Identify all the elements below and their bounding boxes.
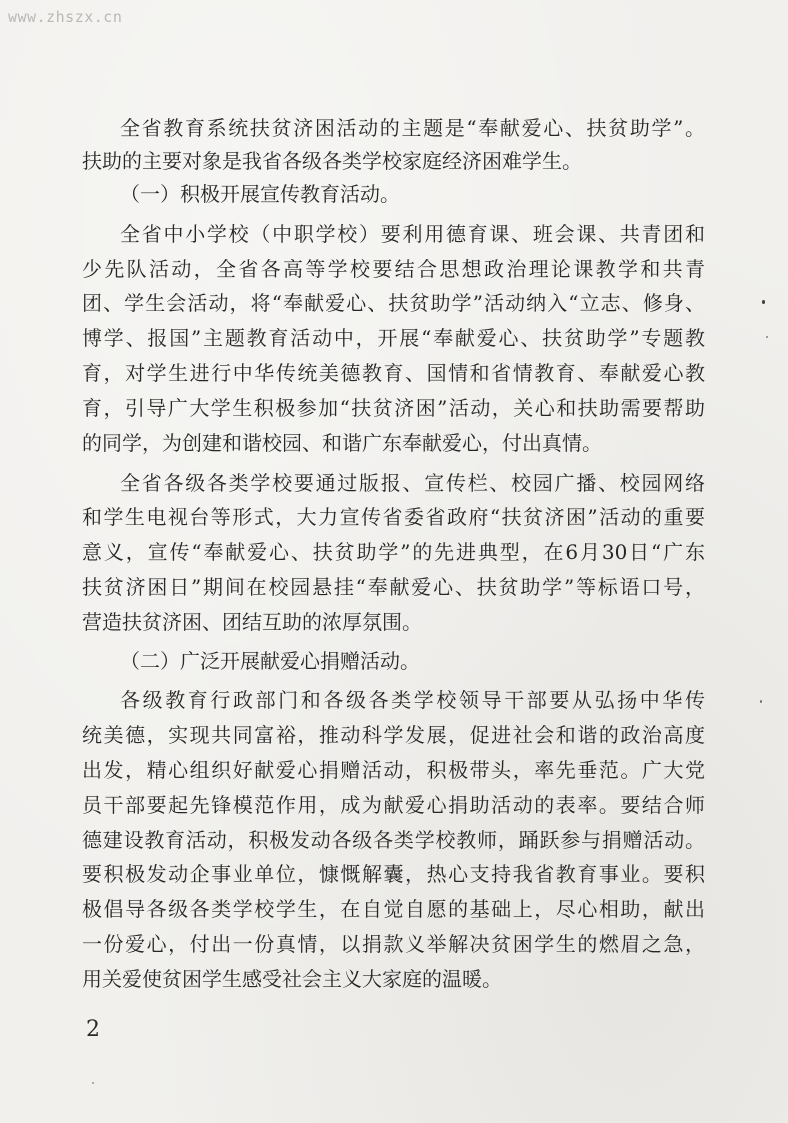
watermark: www.zhszx.cn	[8, 8, 123, 26]
text-line: 扶助的主要对象是我省各级各类学校家庭经济困难学生。	[82, 149, 582, 173]
text-line: 出发，精心组织好献爱心捐赠活动，积极带头，率先垂范。广大党	[82, 758, 705, 782]
text-line: 各级教育行政部门和各级各类学校领导干部要从弘扬中华传	[120, 688, 705, 712]
scan-speck	[760, 700, 762, 703]
text-line: 少先队活动，全省各高等学校要结合思想政治理论课教学和共青	[82, 257, 705, 281]
text-line: 一份爱心，付出一份真情，以捐款义举解决贫困学生的燃眉之急，	[82, 932, 705, 956]
text-line: 全省中小学校（中职学校）要利用德育课、班会课、共青团和	[120, 222, 705, 246]
text-line: 和学生电视台等形式，大力宣传省委省政府“扶贫济困”活动的重要	[82, 505, 705, 529]
section-heading-1: （一）积极开展宣传教育活动。	[120, 182, 400, 206]
text-line: 员干部要起先锋模范作用，成为献爱心捐助活动的表率。要结合师	[82, 793, 705, 817]
page-number: 2	[86, 1017, 100, 1042]
scan-speck	[92, 1082, 94, 1084]
section-heading-2: （二）广泛开展献爱心捐赠活动。	[120, 649, 420, 673]
text-line: 团、学生会活动，将“奉献爱心、扶贫助学”活动纳入“立志、修身、	[82, 291, 705, 315]
text-line: 意义，宣传“奉献爱心、扶贫助学”的先进典型，在6月30日“广东	[82, 540, 705, 564]
text-line: 博学、报国”主题教育活动中，开展“奉献爱心、扶贫助学”专题教	[82, 326, 705, 350]
text-line: 扶贫济困日”期间在校园悬挂“奉献爱心、扶贫助学”等标语口号，	[82, 575, 705, 599]
text-line: 德建设教育活动，积极发动各级各类学校教师，踊跃参与捐赠活动。	[82, 828, 705, 852]
scan-speck	[762, 300, 765, 304]
text-line: 极倡导各级各类学校学生，在自觉自愿的基础上，尽心相助，献出	[82, 897, 705, 921]
text-line: 要积极发动企事业单位，慷慨解囊，热心支持我省教育事业。要积	[82, 862, 705, 886]
text-line: 全省教育系统扶贫济困活动的主题是“奉献爱心、扶贫助学”。	[120, 116, 705, 140]
text-line: 统美德，实现共同富裕，推动科学发展，促进社会和谐的政治高度	[82, 723, 705, 747]
text-line: 营造扶贫济困、团结互助的浓厚氛围。	[82, 610, 422, 634]
text-line: 育，引导广大学生积极参加“扶贫济困”活动，关心和扶助需要帮助	[82, 396, 705, 420]
text-line: 育，对学生进行中华传统美德教育、国情和省情教育、奉献爱心教	[82, 361, 705, 385]
text-line: 的同学，为创建和谐校园、和谐广东奉献爱心，付出真情。	[82, 431, 602, 455]
scan-speck	[766, 336, 768, 338]
text-line: 全省各级各类学校要通过版报、宣传栏、校园广播、校园网络	[120, 471, 705, 495]
text-line: 用关爱使贫困学生感受社会主义大家庭的温暖。	[82, 967, 502, 991]
